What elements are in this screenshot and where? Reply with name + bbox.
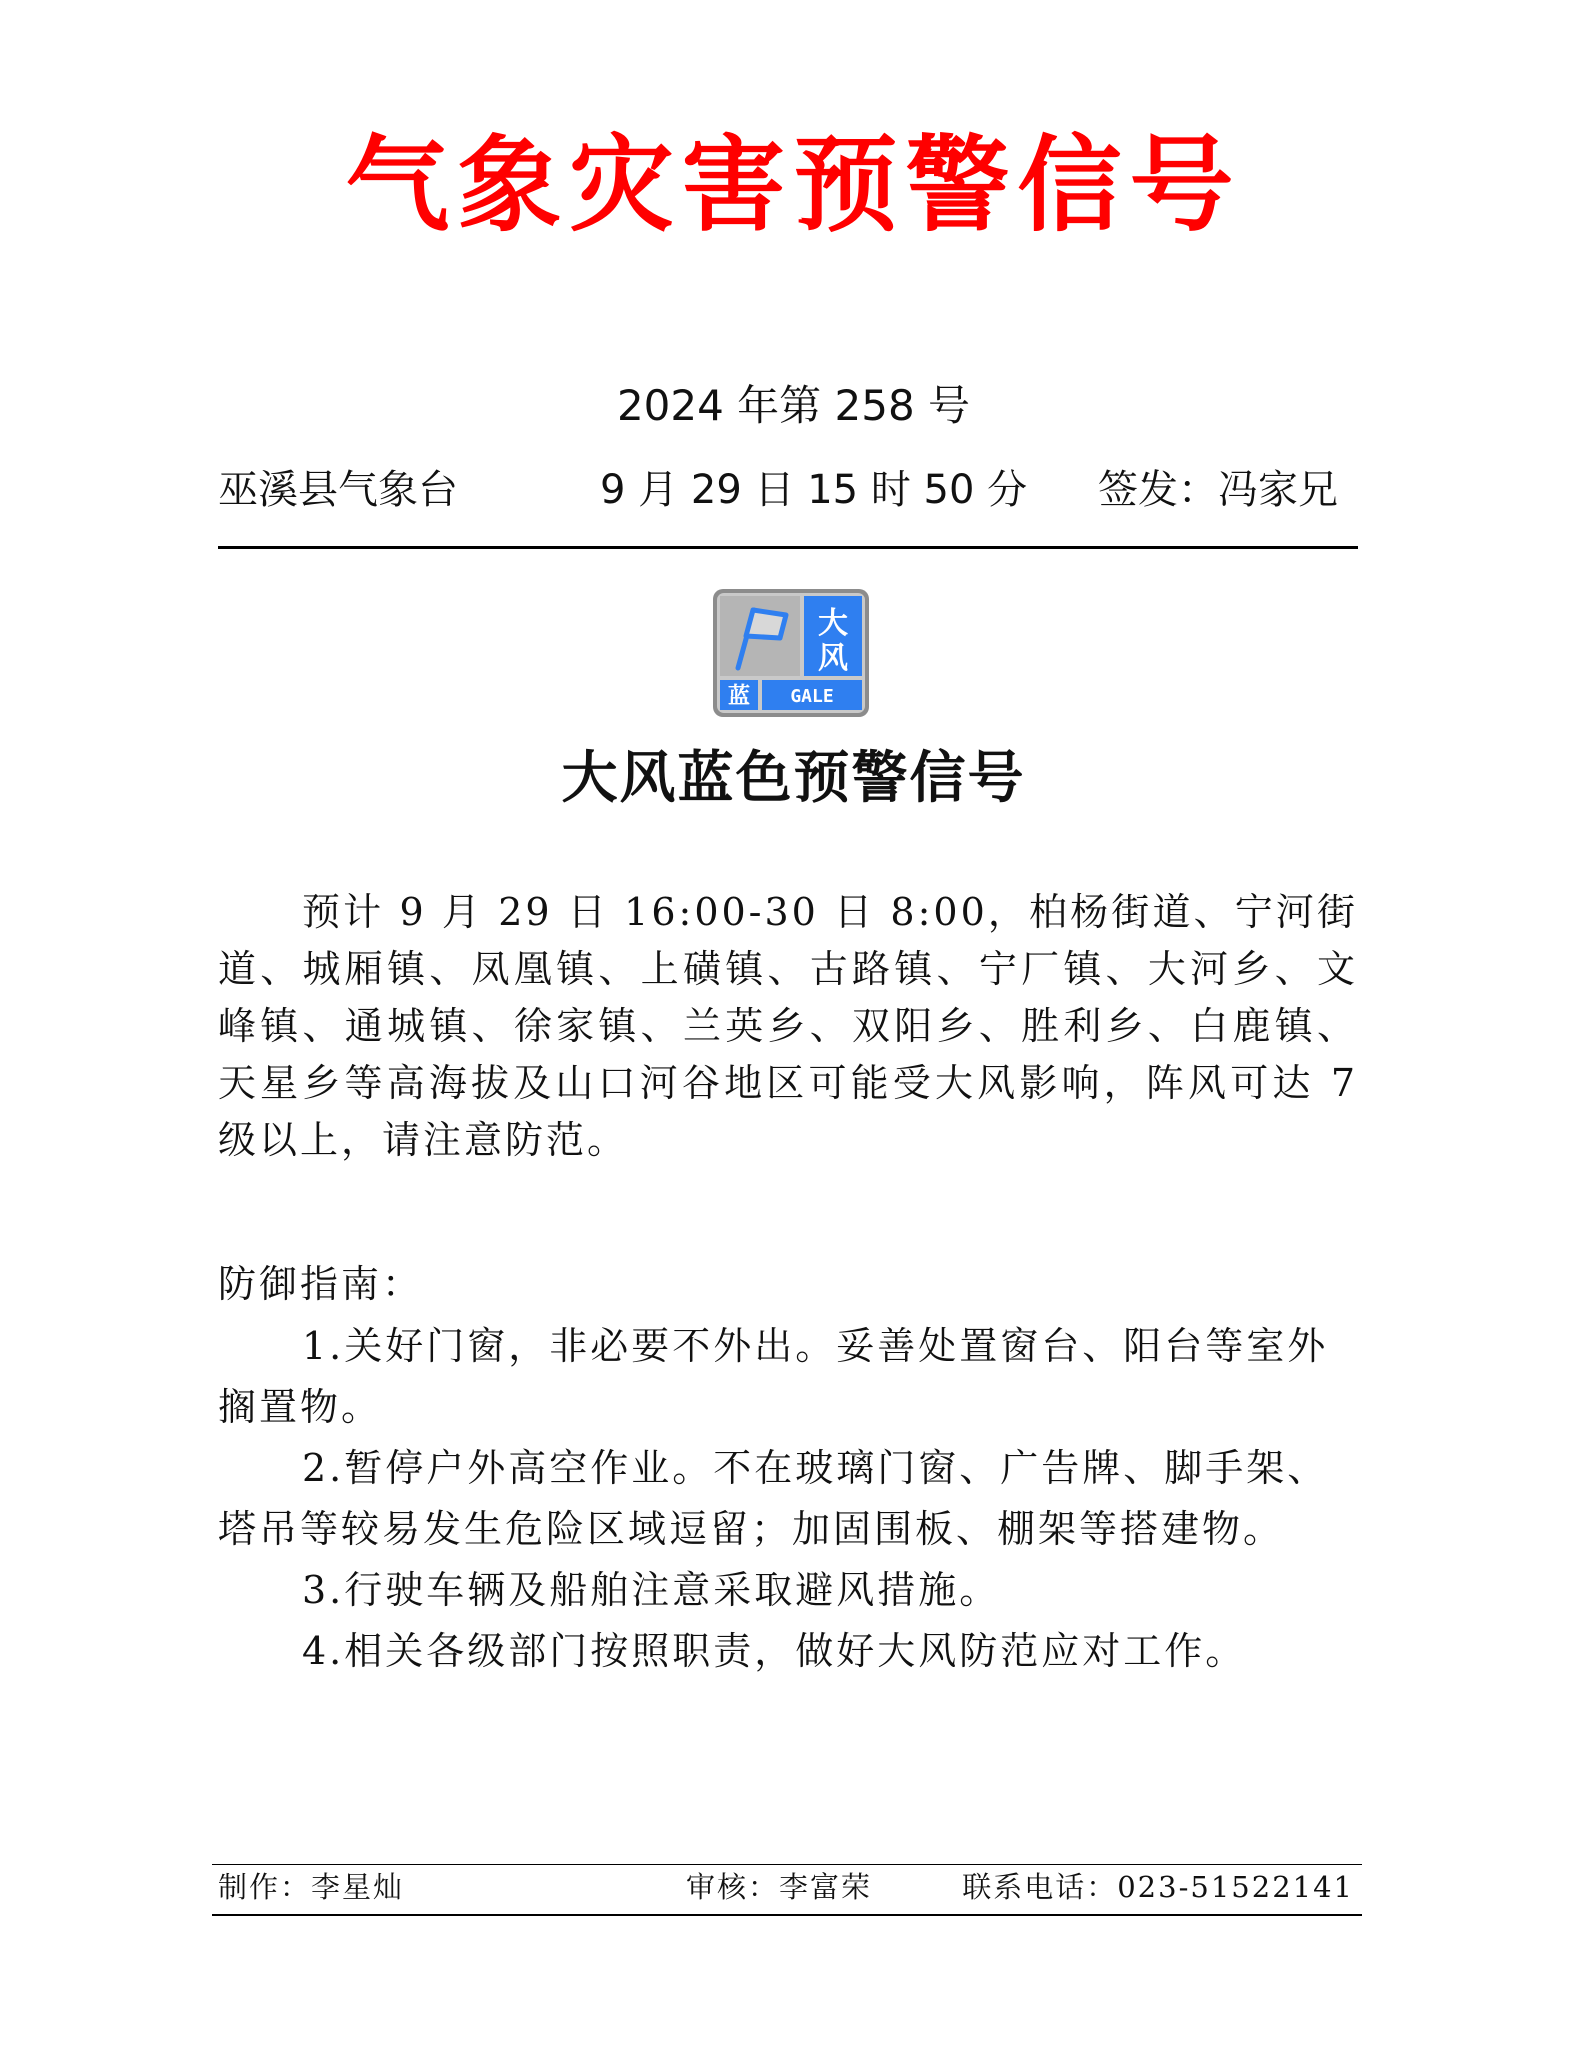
footer-contact: 联系电话：023-51522141 bbox=[962, 1870, 1354, 1904]
issue-info-row bbox=[218, 462, 1358, 518]
document-masthead: 气象灾害预警信号 bbox=[345, 123, 1242, 246]
footer-maker: 制作：李星灿 bbox=[218, 1870, 405, 1904]
footer bbox=[212, 1862, 1362, 1912]
issuer-name: 巫溪县气象台 bbox=[218, 467, 458, 513]
badge-char-1: 大 bbox=[818, 606, 848, 641]
issue-time: 9 月 29 日 15 时 50 分 bbox=[600, 467, 1028, 513]
badge-english-text: GALE bbox=[790, 686, 834, 707]
badge-char-2: 风 bbox=[818, 641, 848, 676]
footer-bottom-rule bbox=[212, 1914, 1362, 1916]
issue-number: 2024 年第 258 号 bbox=[616, 381, 971, 430]
guide-item: 3.行驶车辆及船舶注意采取避风措施。 bbox=[302, 1568, 1001, 1612]
badge-level-text: 蓝 bbox=[727, 684, 751, 709]
header-divider bbox=[218, 546, 1358, 549]
guide-item: 2.暂停户外高空作业。不在玻璃门窗、广告牌、脚手架、塔吊等较易发生危险区域逗留；加固围板、棚架等搭建物。 bbox=[218, 1446, 1329, 1551]
footer-reviewer: 审核：李富荣 bbox=[686, 1870, 873, 1904]
forecast-paragraph: 预计 9 月 29 日 16:00-30 日 8:00，柏杨街道、宁河街道、城厢镇、凤凰镇、上磺镇、古路镇、宁厂镇、大河乡、文峰镇、通城镇、徐家镇、兰英乡、双阳乡、胜利乡、白鹿镇、天星乡等高海拔及山口河谷地区可能受大风影响，阵风可达 7 级以上，请注意防范。 bbox=[218, 890, 1358, 1162]
guide-item: 1.关好门窗，非必要不外出。妥善处置窗台、阳台等室外搁置物。 bbox=[218, 1324, 1329, 1429]
guide-heading: 防御指南： bbox=[218, 1262, 424, 1306]
gale-blue-warning-icon bbox=[712, 588, 870, 718]
guide-item: 4.相关各级部门按照职责，做好大风防范应对工作。 bbox=[302, 1629, 1247, 1673]
signer: 签发：冯家兄 bbox=[1098, 467, 1338, 513]
signal-title: 大风蓝色预警信号 bbox=[561, 745, 1026, 811]
guide-list bbox=[218, 1316, 1358, 1682]
